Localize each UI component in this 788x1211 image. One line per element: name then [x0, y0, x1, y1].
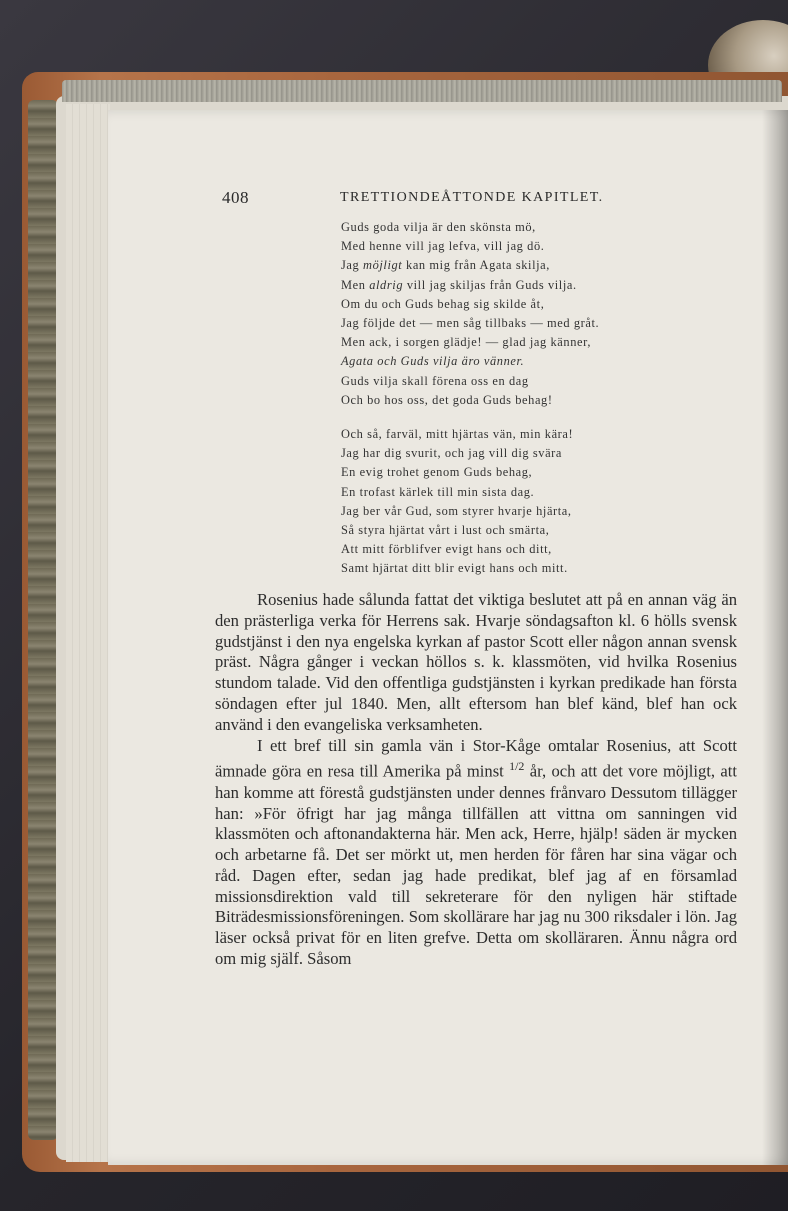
fraction: 1/2 [509, 759, 525, 774]
page-shadow [762, 110, 788, 1165]
poem-line: Och bo hos oss, det goda Guds behag! [341, 392, 553, 407]
poem-line: Samt hjärtat ditt blir evigt hans och mitt. [341, 561, 568, 576]
poem-line: Jag följde det — men såg tillbaks — med gråt. [341, 316, 600, 331]
running-head [222, 188, 742, 210]
poem-line: Jag har dig svurit, och jag vill dig svära [341, 446, 562, 461]
poem-line: Jag möjligt kan mig från Agata skilja, [341, 258, 550, 273]
poem-line: Men aldrig vill jag skiljas från Guds vilja. [341, 277, 577, 292]
page-gutter [66, 104, 110, 1162]
poem-line: Så styra hjärtat vårt i lust och smärta, [341, 523, 550, 538]
poem-line: Jag ber vår Gud, som styrer hvarje hjärta, [341, 503, 572, 518]
page-edges [62, 80, 782, 102]
poem-line: Att mitt förblifver evigt hans och ditt, [341, 542, 552, 557]
book-spine [28, 100, 58, 1140]
poem-line: Agata och Guds vilja äro vänner. [341, 354, 525, 369]
poem-line: En evig trohet genom Guds behag, [341, 465, 533, 480]
chapter-title: TRETTIONDEÅTTONDE KAPITLET. [340, 190, 604, 205]
paragraph-1: Rosenius hade sålunda fattat det viktiga beslutet att på en annan väg än den prästerliga verka för Herrens sak. Hvarje söndagsafton kl. 6 hölls svensk gudstjänst i den nya engelska kyrkan af pastor Scott eller någon annan svensk präst. Några gånger i veckan höllos s. k. klassmöten, vid hvilka Rosenius stundom talade. Vid den offentliga gudstjänsten i kyrkan predikade han första söndagen efter jul 1840. Men, allt eftersom han blef känd, blef han ock använd i den evangeliska verksamheten. [215, 590, 737, 734]
body-text [215, 590, 737, 970]
poem-line: Om du och Guds behag sig skilde åt, [341, 296, 545, 311]
poem-line: Och så, farväl, mitt hjärtas vän, min kära! [341, 427, 574, 441]
poem-stanza-2 [341, 425, 573, 579]
poem-line: Men ack, i sorgen glädje! — glad jag känner, [341, 335, 592, 350]
poem-stanza-1 [341, 218, 599, 410]
poem-line: Guds goda vilja är den skönsta mö, [341, 220, 536, 234]
paragraph-2: I ett bref till sin gamla vän i Stor-Kåge omtalar Rosenius, att Scott ämnade göra en resa till Amerika på minst $^{1/2}$ år, och att det vore möjligt, att han komme att förestå gudstjänsten under dennes frånvaro Dessutom tillägger han: »För öfrigt har jag många tillfällen att vittna om sanningen vid klassmöten och aftonandakterna här. Men ack, Herre, hjälp! säden är mycken och arbetarne få. Det ser mörkt ut, men herden för fåren har sina vägar och råd. Dagen efter, sedan jag hade predikat, blef jag af en församlad missionsdirektion vald till sekreterare för den nyligen här stiftade Biträdesmissionsföreningen. Som skollärare har jag nu 300 riksdaler i lön. Jag läser också privat för en liten grefve. Detta om skolläraren. Ännu några ord om mig själf. Såsom [215, 735, 737, 969]
poem-line: Guds vilja skall förena oss en dag [341, 373, 529, 388]
page-number: 408 [222, 188, 249, 207]
poem-line: Med henne vill jag lefva, vill jag dö. [341, 239, 545, 254]
poem-line: En trofast kärlek till min sista dag. [341, 484, 535, 499]
